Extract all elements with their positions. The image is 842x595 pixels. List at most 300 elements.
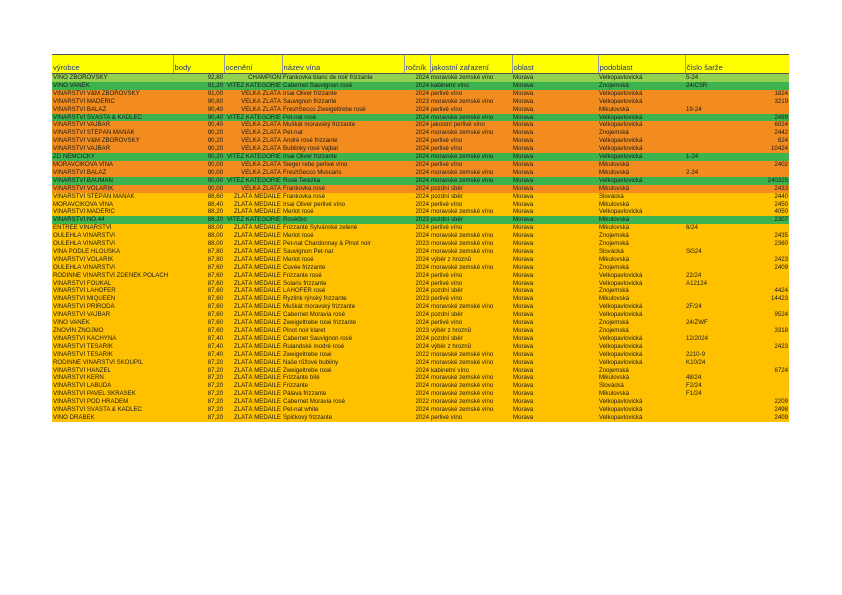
- cell-cislo-sarze[interactable]: 12/2024: [685, 335, 789, 343]
- cell-vyrobce[interactable]: MORAVČÍKOVA VÍNA: [52, 161, 173, 169]
- cell-cislo-sarze[interactable]: 48/24: [685, 374, 789, 382]
- cell-oceneni[interactable]: VÍTĚZ KATEGORIE: [224, 177, 282, 185]
- cell-jakostni-zarazeni[interactable]: moravské zemské víno: [430, 382, 512, 390]
- cell-podoblast[interactable]: Velkopavlovická: [598, 280, 685, 288]
- cell-podoblast[interactable]: Velkopavlovická: [598, 335, 685, 343]
- table-row[interactable]: [52, 114, 789, 122]
- cell-oblast[interactable]: Morava: [512, 272, 598, 280]
- cell-podoblast[interactable]: Velkopavlovická: [598, 74, 685, 82]
- cell-body[interactable]: 87,20: [173, 374, 224, 382]
- cell-podoblast[interactable]: Velkopavlovická: [598, 414, 685, 422]
- cell-oblast[interactable]: Morava: [512, 129, 598, 137]
- cell-nazev-vina[interactable]: Naše růžové bubliny: [282, 359, 404, 367]
- cell-oblast[interactable]: Morava: [512, 287, 598, 295]
- table-row[interactable]: [52, 232, 789, 240]
- cell-jakostni-zarazeni[interactable]: moravské zemské víno: [430, 240, 512, 248]
- cell-oblast[interactable]: Morava: [512, 137, 598, 145]
- cell-vyrobce[interactable]: VINAŘSTVÍ V&M ZBOŘOVSKÝ: [52, 90, 173, 98]
- table-row[interactable]: [52, 161, 789, 169]
- cell-podoblast[interactable]: Znojemská: [598, 232, 685, 240]
- cell-vyrobce[interactable]: VÍNA PODLE HLOUŠKA: [52, 248, 173, 256]
- cell-rocnik[interactable]: 2024: [404, 74, 430, 82]
- cell-oblast[interactable]: Morava: [512, 232, 598, 240]
- cell-rocnik[interactable]: 2024: [404, 406, 430, 414]
- cell-vyrobce[interactable]: VINAŘSTVÍ NO.44: [52, 216, 173, 224]
- cell-jakostni-zarazeni[interactable]: výběr z hroznů: [430, 256, 512, 264]
- cell-vyrobce[interactable]: VINAŘSTVÍ ŠVÁSTA & KADLEC: [52, 114, 173, 122]
- cell-oceneni[interactable]: ZLATÁ MEDAILE: [224, 280, 282, 288]
- cell-body[interactable]: 87,60: [173, 272, 224, 280]
- cell-podoblast[interactable]: Znojemská: [598, 367, 685, 375]
- cell-oceneni[interactable]: VÍTĚZ KATEGORIE: [224, 153, 282, 161]
- cell-rocnik[interactable]: 2024: [404, 390, 430, 398]
- cell-oblast[interactable]: Morava: [512, 240, 598, 248]
- cell-oblast[interactable]: Morava: [512, 359, 598, 367]
- cell-vyrobce[interactable]: VINAŘSTVÍ PAVEL SKRÁŠEK: [52, 390, 173, 398]
- cell-vyrobce[interactable]: VINAŘSTVÍ MADĚŘIČ: [52, 98, 173, 106]
- cell-oceneni[interactable]: VELKÁ ZLATÁ: [224, 90, 282, 98]
- cell-jakostni-zarazeni[interactable]: perlivé víno: [430, 161, 512, 169]
- cell-body[interactable]: 90,00: [173, 161, 224, 169]
- cell-oblast[interactable]: Morava: [512, 295, 598, 303]
- cell-podoblast[interactable]: Znojemská: [598, 129, 685, 137]
- cell-body[interactable]: 87,60: [173, 287, 224, 295]
- cell-oceneni[interactable]: ZLATÁ MEDAILE: [224, 335, 282, 343]
- cell-rocnik[interactable]: 2024: [404, 232, 430, 240]
- cell-vyrobce[interactable]: VINAŘSTVÍ ŠTĚPÁN MAŇÁK: [52, 129, 173, 137]
- cell-rocnik[interactable]: 2024: [404, 161, 430, 169]
- cell-vyrobce[interactable]: VÍNO DRÁBEK: [52, 414, 173, 422]
- cell-nazev-vina[interactable]: Sieger rebe perlivé víno: [282, 161, 404, 169]
- cell-body[interactable]: 91,20: [173, 82, 224, 90]
- cell-rocnik[interactable]: 2023: [404, 295, 430, 303]
- cell-oceneni[interactable]: VELKÁ ZLATÁ: [224, 145, 282, 153]
- cell-nazev-vina[interactable]: Špičkový frizzante: [282, 414, 404, 422]
- cell-oceneni[interactable]: ZLATÁ MEDAILE: [224, 359, 282, 367]
- cell-jakostni-zarazeni[interactable]: perlivé víno: [430, 295, 512, 303]
- cell-oblast[interactable]: Morava: [512, 114, 598, 122]
- cell-cislo-sarze[interactable]: 2442: [685, 129, 789, 137]
- cell-oblast[interactable]: Morava: [512, 208, 598, 216]
- cell-jakostni-zarazeni[interactable]: výběr z hroznů: [430, 343, 512, 351]
- cell-rocnik[interactable]: 2024: [404, 137, 430, 145]
- table-row[interactable]: [52, 414, 789, 422]
- cell-rocnik[interactable]: 2024: [404, 287, 430, 295]
- cell-body[interactable]: 88,20: [173, 216, 224, 224]
- cell-oblast[interactable]: Morava: [512, 82, 598, 90]
- table-row[interactable]: [52, 169, 789, 177]
- table-row[interactable]: [52, 359, 789, 367]
- cell-cislo-sarze[interactable]: 2-24: [685, 169, 789, 177]
- cell-podoblast[interactable]: Velkopavlovická: [598, 145, 685, 153]
- cell-oblast[interactable]: Morava: [512, 280, 598, 288]
- cell-podoblast[interactable]: Velkopavlovická: [598, 98, 685, 106]
- cell-rocnik[interactable]: 2024: [404, 335, 430, 343]
- cell-oblast[interactable]: Morava: [512, 414, 598, 422]
- cell-jakostni-zarazeni[interactable]: kabinetní víno: [430, 367, 512, 375]
- cell-oblast[interactable]: Morava: [512, 319, 598, 327]
- cell-body[interactable]: 87,20: [173, 382, 224, 390]
- cell-vyrobce[interactable]: ENTRÉE VINAŘSTVÍ: [52, 224, 173, 232]
- cell-body[interactable]: 90,20: [173, 129, 224, 137]
- cell-vyrobce[interactable]: VINAŘSTVÍ HANZEL: [52, 367, 173, 375]
- cell-vyrobce[interactable]: VINAŘSTVÍ KERN: [52, 374, 173, 382]
- table-row[interactable]: [52, 145, 789, 153]
- cell-oceneni[interactable]: ZLATÁ MEDAILE: [224, 208, 282, 216]
- cell-rocnik[interactable]: 2024: [404, 82, 430, 90]
- header-oceneni[interactable]: ocenění: [224, 55, 282, 74]
- cell-nazev-vina[interactable]: Rulandské modré rosé: [282, 343, 404, 351]
- cell-body[interactable]: 90,20: [173, 137, 224, 145]
- cell-nazev-vina[interactable]: Ryzlink rýnský frizzante: [282, 295, 404, 303]
- cell-cislo-sarze[interactable]: 4424: [685, 287, 789, 295]
- cell-oblast[interactable]: Morava: [512, 303, 598, 311]
- table-row[interactable]: [52, 280, 789, 288]
- cell-cislo-sarze[interactable]: 2423: [685, 343, 789, 351]
- cell-body[interactable]: 87,60: [173, 303, 224, 311]
- cell-oceneni[interactable]: VELKÁ ZLATÁ: [224, 185, 282, 193]
- cell-oceneni[interactable]: ZLATÁ MEDAILE: [224, 224, 282, 232]
- cell-body[interactable]: 87,20: [173, 406, 224, 414]
- cell-oceneni[interactable]: ZLATÁ MEDAILE: [224, 398, 282, 406]
- cell-vyrobce[interactable]: VINAŘSTVÍ V&M ZBOŘOVSKÝ: [52, 137, 173, 145]
- cell-rocnik[interactable]: 2024: [404, 272, 430, 280]
- cell-podoblast[interactable]: Mikulovská: [598, 185, 685, 193]
- cell-oblast[interactable]: Morava: [512, 256, 598, 264]
- cell-oceneni[interactable]: ZLATÁ MEDAILE: [224, 406, 282, 414]
- cell-podoblast[interactable]: Znojemská: [598, 319, 685, 327]
- cell-jakostni-zarazeni[interactable]: perlivé víno: [430, 414, 512, 422]
- cell-oblast[interactable]: Morava: [512, 145, 598, 153]
- table-row[interactable]: [52, 177, 789, 185]
- header-jakostni-zarazeni[interactable]: jakostní zařazení: [430, 55, 512, 74]
- cell-vyrobce[interactable]: ZD NĚMČIČKY: [52, 153, 173, 161]
- cell-jakostni-zarazeni[interactable]: výběr z hroznů: [430, 327, 512, 335]
- cell-nazev-vina[interactable]: Merlot rosé: [282, 256, 404, 264]
- cell-jakostni-zarazeni[interactable]: moravské zemské víno: [430, 351, 512, 359]
- cell-podoblast[interactable]: Velkopavlovická: [598, 114, 685, 122]
- cell-oblast[interactable]: Morava: [512, 398, 598, 406]
- table-row[interactable]: [52, 90, 789, 98]
- cell-cislo-sarze[interactable]: 6024: [685, 121, 789, 129]
- cell-cislo-sarze[interactable]: 10424: [685, 145, 789, 153]
- cell-nazev-vina[interactable]: Irsai Oliver frizzante: [282, 90, 404, 98]
- table-row[interactable]: [52, 351, 789, 359]
- cell-podoblast[interactable]: Znojemská: [598, 82, 685, 90]
- cell-oblast[interactable]: Morava: [512, 153, 598, 161]
- cell-body[interactable]: 87,60: [173, 327, 224, 335]
- cell-jakostni-zarazeni[interactable]: moravské zemské víno: [430, 390, 512, 398]
- cell-nazev-vina[interactable]: Pet-nat: [282, 129, 404, 137]
- cell-oceneni[interactable]: ZLATÁ MEDAILE: [224, 201, 282, 209]
- table-row[interactable]: [52, 335, 789, 343]
- table-row[interactable]: [52, 367, 789, 375]
- cell-body[interactable]: 91,00: [173, 90, 224, 98]
- cell-jakostni-zarazeni[interactable]: pozdní sběr: [430, 216, 512, 224]
- cell-podoblast[interactable]: Velkopavlovická: [598, 406, 685, 414]
- cell-body[interactable]: 90,80: [173, 98, 224, 106]
- cell-body[interactable]: 87,80: [173, 248, 224, 256]
- cell-cislo-sarze[interactable]: 2307: [685, 216, 789, 224]
- cell-oblast[interactable]: Morava: [512, 335, 598, 343]
- cell-oblast[interactable]: Morava: [512, 390, 598, 398]
- cell-nazev-vina[interactable]: Muškát moravský frizzante: [282, 121, 404, 129]
- cell-vyrobce[interactable]: VINAŘSTVÍ BAUMAN: [52, 177, 173, 185]
- cell-vyrobce[interactable]: VINAŘSTVÍ MADĚŘIČ: [52, 208, 173, 216]
- cell-oceneni[interactable]: ZLATÁ MEDAILE: [224, 414, 282, 422]
- cell-cislo-sarze[interactable]: 3318: [685, 327, 789, 335]
- cell-jakostni-zarazeni[interactable]: moravské zemské víno: [430, 248, 512, 256]
- cell-nazev-vina[interactable]: Cabernet Sauvignon rosé: [282, 335, 404, 343]
- cell-jakostni-zarazeni[interactable]: moravské zemské víno: [430, 74, 512, 82]
- cell-rocnik[interactable]: 2024: [404, 280, 430, 288]
- table-row[interactable]: [52, 272, 789, 280]
- cell-rocnik[interactable]: 2024: [404, 121, 430, 129]
- cell-jakostni-zarazeni[interactable]: perlivé víno: [430, 201, 512, 209]
- cell-cislo-sarze[interactable]: 2210-9: [685, 351, 789, 359]
- cell-oceneni[interactable]: ZLATÁ MEDAILE: [224, 256, 282, 264]
- cell-jakostni-zarazeni[interactable]: perlivé víno: [430, 319, 512, 327]
- cell-rocnik[interactable]: 2023: [404, 98, 430, 106]
- cell-body[interactable]: 87,60: [173, 264, 224, 272]
- cell-vyrobce[interactable]: VÍNO VANĚK: [52, 82, 173, 90]
- cell-cislo-sarze[interactable]: 2209: [685, 398, 789, 406]
- cell-jakostni-zarazeni[interactable]: jakostní perlivé víno: [430, 121, 512, 129]
- cell-cislo-sarze[interactable]: 2498: [685, 406, 789, 414]
- header-body[interactable]: body: [173, 55, 224, 74]
- cell-rocnik[interactable]: 2024: [404, 319, 430, 327]
- cell-jakostni-zarazeni[interactable]: moravské zemské víno: [430, 374, 512, 382]
- cell-podoblast[interactable]: Mikulovská: [598, 169, 685, 177]
- table-row[interactable]: [52, 216, 789, 224]
- cell-cislo-sarze[interactable]: 2435: [685, 232, 789, 240]
- table-row[interactable]: [52, 121, 789, 129]
- cell-oceneni[interactable]: ZLATÁ MEDAILE: [224, 351, 282, 359]
- cell-cislo-sarze[interactable]: 24/ZWF: [685, 319, 789, 327]
- cell-body[interactable]: 88,00: [173, 224, 224, 232]
- cell-podoblast[interactable]: Mikulovská: [598, 161, 685, 169]
- cell-podoblast[interactable]: Velkopavlovická: [598, 153, 685, 161]
- table-row[interactable]: [52, 240, 789, 248]
- cell-vyrobce[interactable]: VINAŘSTVÍ VAJBAR: [52, 145, 173, 153]
- cell-jakostni-zarazeni[interactable]: moravské zemské víno: [430, 264, 512, 272]
- table-row[interactable]: [52, 287, 789, 295]
- cell-oceneni[interactable]: ZLATÁ MEDAILE: [224, 287, 282, 295]
- cell-body[interactable]: 87,20: [173, 390, 224, 398]
- cell-podoblast[interactable]: Mikulovská: [598, 216, 685, 224]
- cell-oceneni[interactable]: VELKÁ ZLATÁ: [224, 169, 282, 177]
- cell-podoblast[interactable]: Velkopavlovická: [598, 303, 685, 311]
- table-row[interactable]: [52, 208, 789, 216]
- cell-vyrobce[interactable]: VINAŘSTVÍ LAHOFER: [52, 287, 173, 295]
- cell-cislo-sarze[interactable]: K10/24: [685, 359, 789, 367]
- cell-podoblast[interactable]: Velkopavlovická: [598, 272, 685, 280]
- cell-oblast[interactable]: Morava: [512, 311, 598, 319]
- cell-rocnik[interactable]: 2024: [404, 169, 430, 177]
- cell-vyrobce[interactable]: VINAŘSTVÍ BALÁŽ: [52, 106, 173, 114]
- cell-oceneni[interactable]: CHAMPION: [224, 74, 282, 82]
- cell-nazev-vina[interactable]: Pet-nat white: [282, 406, 404, 414]
- cell-nazev-vina[interactable]: Frankovka rosé: [282, 193, 404, 201]
- cell-body[interactable]: 88,20: [173, 208, 224, 216]
- cell-vyrobce[interactable]: VINAŘSTVÍ PŘÍRODA: [52, 303, 173, 311]
- cell-vyrobce[interactable]: VINAŘSTVÍ TESAŘÍK: [52, 343, 173, 351]
- cell-oblast[interactable]: Morava: [512, 351, 598, 359]
- cell-vyrobce[interactable]: VINAŘSTVÍ KACHYŇA: [52, 335, 173, 343]
- cell-oceneni[interactable]: VELKÁ ZLATÁ: [224, 121, 282, 129]
- table-row[interactable]: [52, 193, 789, 201]
- cell-rocnik[interactable]: 2024: [404, 114, 430, 122]
- cell-body[interactable]: 87,60: [173, 311, 224, 319]
- cell-oblast[interactable]: Morava: [512, 193, 598, 201]
- cell-rocnik[interactable]: 2024: [404, 185, 430, 193]
- cell-podoblast[interactable]: Velkopavlovická: [598, 177, 685, 185]
- cell-jakostni-zarazeni[interactable]: pozdní sběr: [430, 335, 512, 343]
- cell-nazev-vina[interactable]: Cabernet Moravia rosé: [282, 311, 404, 319]
- cell-podoblast[interactable]: Mikulovská: [598, 256, 685, 264]
- cell-oceneni[interactable]: ZLATÁ MEDAILE: [224, 232, 282, 240]
- cell-oblast[interactable]: Morava: [512, 216, 598, 224]
- cell-cislo-sarze[interactable]: 9524: [685, 311, 789, 319]
- cell-oblast[interactable]: Morava: [512, 98, 598, 106]
- cell-rocnik[interactable]: 2024: [404, 343, 430, 351]
- cell-rocnik[interactable]: 2022: [404, 398, 430, 406]
- cell-body[interactable]: 87,60: [173, 280, 224, 288]
- cell-vyrobce[interactable]: MORAVČÍKOVA VÍNA: [52, 201, 173, 209]
- cell-podoblast[interactable]: Velkopavlovická: [598, 137, 685, 145]
- cell-cislo-sarze[interactable]: 2402: [685, 161, 789, 169]
- cell-vyrobce[interactable]: VINAŘSTVÍ TESAŘÍK: [52, 351, 173, 359]
- cell-rocnik[interactable]: 2024: [404, 193, 430, 201]
- cell-body[interactable]: 90,40: [173, 114, 224, 122]
- cell-oceneni[interactable]: ZLATÁ MEDAILE: [224, 264, 282, 272]
- cell-podoblast[interactable]: Znojemská: [598, 287, 685, 295]
- cell-vyrobce[interactable]: VÍNO VANĚK: [52, 319, 173, 327]
- cell-body[interactable]: 88,40: [173, 201, 224, 209]
- cell-nazev-vina[interactable]: Bublinky rosé Vajbar: [282, 145, 404, 153]
- cell-body[interactable]: 88,00: [173, 232, 224, 240]
- cell-rocnik[interactable]: 2023: [404, 240, 430, 248]
- cell-rocnik[interactable]: 2024: [404, 248, 430, 256]
- cell-rocnik[interactable]: 2024: [404, 208, 430, 216]
- cell-jakostni-zarazeni[interactable]: pozdní sběr: [430, 311, 512, 319]
- cell-rocnik[interactable]: 2024: [404, 106, 430, 114]
- cell-vyrobce[interactable]: VINAŘSTVÍ VAJBAR: [52, 311, 173, 319]
- cell-jakostni-zarazeni[interactable]: moravské zemské víno: [430, 232, 512, 240]
- cell-jakostni-zarazeni[interactable]: moravské zemské víno: [430, 359, 512, 367]
- cell-vyrobce[interactable]: VINAŘSTVÍ VOLAŘÍK: [52, 185, 173, 193]
- cell-podoblast[interactable]: Slovácká: [598, 382, 685, 390]
- cell-vyrobce[interactable]: VINAŘSTVÍ ŠVÁSTA & KADLEC: [52, 406, 173, 414]
- table-row[interactable]: [52, 224, 789, 232]
- table-row[interactable]: [52, 201, 789, 209]
- cell-vyrobce[interactable]: VINAŘSTVÍ BALÁŽ: [52, 169, 173, 177]
- cell-oblast[interactable]: Morava: [512, 327, 598, 335]
- cell-body[interactable]: 87,20: [173, 414, 224, 422]
- cell-jakostni-zarazeni[interactable]: perlivé víno: [430, 106, 512, 114]
- cell-oblast[interactable]: Morava: [512, 248, 598, 256]
- cell-body[interactable]: 87,40: [173, 343, 224, 351]
- table-row[interactable]: [52, 390, 789, 398]
- cell-rocnik[interactable]: 2024: [404, 145, 430, 153]
- cell-oceneni[interactable]: VÍTĚZ KATEGORIE: [224, 216, 282, 224]
- cell-body[interactable]: 87,80: [173, 256, 224, 264]
- cell-oceneni[interactable]: ZLATÁ MEDAILE: [224, 248, 282, 256]
- cell-oblast[interactable]: Morava: [512, 74, 598, 82]
- cell-jakostni-zarazeni[interactable]: pozdní sběr: [430, 185, 512, 193]
- cell-vyrobce[interactable]: OULEHLA VINAŘSTVÍ: [52, 232, 173, 240]
- cell-vyrobce[interactable]: VINAŘSTVÍ ŠTĚPÁN MAŇÁK: [52, 193, 173, 201]
- cell-rocnik[interactable]: 2024: [404, 264, 430, 272]
- table-row[interactable]: [52, 129, 789, 137]
- cell-podoblast[interactable]: Velkopavlovická: [598, 359, 685, 367]
- cell-vyrobce[interactable]: VINAŘSTVÍ VAJBAR: [52, 121, 173, 129]
- table-row[interactable]: [52, 406, 789, 414]
- cell-nazev-vina[interactable]: LAHOFER rosé: [282, 287, 404, 295]
- cell-body[interactable]: 90,40: [173, 106, 224, 114]
- cell-oceneni[interactable]: ZLATÁ MEDAILE: [224, 295, 282, 303]
- cell-oceneni[interactable]: VELKÁ ZLATÁ: [224, 161, 282, 169]
- cell-jakostni-zarazeni[interactable]: moravské zemské víno: [430, 177, 512, 185]
- cell-nazev-vina[interactable]: Zweigeltrebe rosé frizzante: [282, 319, 404, 327]
- cell-body[interactable]: 90,00: [173, 177, 224, 185]
- cell-cislo-sarze[interactable]: 19-24: [685, 106, 789, 114]
- cell-cislo-sarze[interactable]: 2409: [685, 414, 789, 422]
- cell-oblast[interactable]: Morava: [512, 90, 598, 98]
- cell-cislo-sarze[interactable]: 824: [685, 137, 789, 145]
- cell-oceneni[interactable]: ZLATÁ MEDAILE: [224, 240, 282, 248]
- cell-oblast[interactable]: Morava: [512, 121, 598, 129]
- cell-oceneni[interactable]: ZLATÁ MEDAILE: [224, 367, 282, 375]
- cell-oceneni[interactable]: ZLATÁ MEDAILE: [224, 193, 282, 201]
- header-cislo-sarze[interactable]: číslo šarže: [685, 55, 789, 74]
- table-row[interactable]: [52, 185, 789, 193]
- cell-jakostni-zarazeni[interactable]: pozdní sběr: [430, 193, 512, 201]
- cell-podoblast[interactable]: Velkopavlovická: [598, 208, 685, 216]
- cell-oblast[interactable]: Morava: [512, 343, 598, 351]
- cell-oblast[interactable]: Morava: [512, 201, 598, 209]
- cell-body[interactable]: 87,60: [173, 319, 224, 327]
- cell-vyrobce[interactable]: ZNOVÍN ZNOJMO: [52, 327, 173, 335]
- table-row[interactable]: [52, 295, 789, 303]
- cell-nazev-vina[interactable]: FreshSecco Zweigeltrebe rosé: [282, 106, 404, 114]
- cell-jakostni-zarazeni[interactable]: perlivé víno: [430, 224, 512, 232]
- table-row[interactable]: [52, 311, 789, 319]
- cell-oceneni[interactable]: VELKÁ ZLATÁ: [224, 129, 282, 137]
- table-row[interactable]: [52, 98, 789, 106]
- cell-body[interactable]: 87,20: [173, 359, 224, 367]
- cell-cislo-sarze[interactable]: 2433: [685, 185, 789, 193]
- cell-rocnik[interactable]: 2023: [404, 327, 430, 335]
- cell-rocnik[interactable]: 2023: [404, 216, 430, 224]
- cell-oceneni[interactable]: VÍTĚZ KATEGORIE: [224, 114, 282, 122]
- cell-vyrobce[interactable]: VINAŘSTVÍ FOUKAL: [52, 280, 173, 288]
- cell-nazev-vina[interactable]: Irsai Oliver perlivé víno: [282, 201, 404, 209]
- cell-jakostni-zarazeni[interactable]: moravské zemské víno: [430, 398, 512, 406]
- cell-rocnik[interactable]: 2024: [404, 414, 430, 422]
- cell-body[interactable]: 87,20: [173, 367, 224, 375]
- cell-body[interactable]: 88,60: [173, 193, 224, 201]
- cell-vyrobce[interactable]: VINAŘSTVÍ MIQUEEN: [52, 295, 173, 303]
- cell-nazev-vina[interactable]: Cabernet Moravia rosé: [282, 398, 404, 406]
- cell-body[interactable]: 87,60: [173, 295, 224, 303]
- cell-oceneni[interactable]: ZLATÁ MEDAILE: [224, 311, 282, 319]
- cell-podoblast[interactable]: Mikulovská: [598, 390, 685, 398]
- table-row[interactable]: [52, 264, 789, 272]
- cell-podoblast[interactable]: Velkopavlovická: [598, 398, 685, 406]
- cell-body[interactable]: 90,00: [173, 169, 224, 177]
- cell-jakostni-zarazeni[interactable]: moravské zemské víno: [430, 406, 512, 414]
